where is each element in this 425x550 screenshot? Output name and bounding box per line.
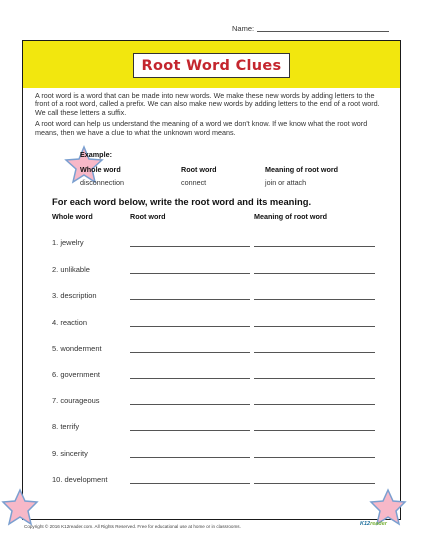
root-word-blank[interactable] bbox=[130, 246, 250, 247]
meaning-blank[interactable] bbox=[254, 326, 375, 327]
example-root-word: connect bbox=[181, 178, 207, 187]
meaning-blank[interactable] bbox=[254, 273, 375, 274]
intro-paragraph-2: A root word can help us understand the meaning of a word we don't know. If we know what the root word means, then we have a clue to what the unknown word means. bbox=[35, 119, 368, 137]
root-word-blank[interactable] bbox=[130, 378, 250, 379]
title-box bbox=[133, 53, 290, 78]
word-row bbox=[0, 370, 425, 384]
word-item: 9. sincerity bbox=[52, 449, 88, 458]
word-item: 3. description bbox=[52, 291, 97, 300]
column-header-meaning: Meaning of root word bbox=[254, 212, 328, 221]
example-header-whole-word: Whole word bbox=[80, 165, 121, 174]
page-title: Root Word Clues bbox=[141, 57, 282, 74]
column-header-whole-word: Whole word bbox=[52, 212, 93, 221]
word-row bbox=[0, 344, 425, 358]
root-word-blank[interactable] bbox=[130, 457, 250, 458]
example-label: Example: bbox=[80, 150, 112, 159]
word-row bbox=[0, 422, 425, 436]
meaning-blank[interactable] bbox=[254, 299, 375, 300]
word-item: 7. courageous bbox=[52, 396, 100, 405]
example-meaning: join or attach bbox=[265, 178, 307, 187]
instructions: For each word below, write the root word and its meaning. bbox=[52, 196, 312, 207]
logo-part-1: K12 bbox=[360, 521, 371, 527]
meaning-blank[interactable] bbox=[254, 246, 375, 247]
column-header-root-word: Root word bbox=[130, 212, 166, 221]
logo-part-2: reader bbox=[370, 521, 387, 527]
meaning-blank[interactable] bbox=[254, 404, 375, 405]
copyright-footer: Copyright © 2016 K12reader.com. All Rights Reserved. Free for educational use at home or in classrooms. bbox=[24, 524, 241, 529]
word-row bbox=[0, 449, 425, 463]
example-whole-word: disconnection bbox=[80, 178, 124, 187]
name-field[interactable] bbox=[232, 24, 389, 33]
root-word-blank[interactable] bbox=[130, 430, 250, 431]
meaning-blank[interactable] bbox=[254, 378, 375, 379]
meaning-blank[interactable] bbox=[254, 457, 375, 458]
word-row bbox=[0, 475, 425, 489]
word-row bbox=[0, 396, 425, 410]
word-item: 6. government bbox=[52, 370, 100, 379]
word-item: 1. jewelry bbox=[52, 238, 84, 247]
word-row bbox=[0, 265, 425, 279]
word-row bbox=[0, 291, 425, 305]
star-decoration-icon bbox=[0, 488, 40, 528]
root-word-blank[interactable] bbox=[130, 404, 250, 405]
meaning-blank[interactable] bbox=[254, 352, 375, 353]
k12reader-logo[interactable] bbox=[360, 521, 387, 527]
word-item: 2. unlikable bbox=[52, 265, 90, 274]
example-header-root-word: Root word bbox=[181, 165, 217, 174]
name-blank[interactable] bbox=[257, 31, 389, 32]
word-row bbox=[0, 318, 425, 332]
meaning-blank[interactable] bbox=[254, 483, 375, 484]
meaning-blank[interactable] bbox=[254, 430, 375, 431]
example-header-meaning: Meaning of root word bbox=[265, 165, 339, 174]
word-item: 10. development bbox=[52, 475, 108, 484]
name-label: Name: bbox=[232, 24, 255, 33]
root-word-blank[interactable] bbox=[130, 326, 250, 327]
root-word-blank[interactable] bbox=[130, 483, 250, 484]
word-item: 8. terrify bbox=[52, 422, 80, 431]
word-row bbox=[0, 238, 425, 252]
word-item: 5. wonderment bbox=[52, 344, 102, 353]
intro-paragraph-1: A root word is a word that can be made into new words. We make these new words by adding letters to the front of a root word, called a prefix. We can also make new words by adding letters to the end of a root word. We call these letters a suffix. bbox=[35, 91, 380, 117]
title-banner bbox=[23, 41, 400, 88]
root-word-blank[interactable] bbox=[130, 273, 250, 274]
root-word-blank[interactable] bbox=[130, 299, 250, 300]
word-item: 4. reaction bbox=[52, 318, 88, 327]
intro-text bbox=[35, 92, 380, 140]
root-word-blank[interactable] bbox=[130, 352, 250, 353]
